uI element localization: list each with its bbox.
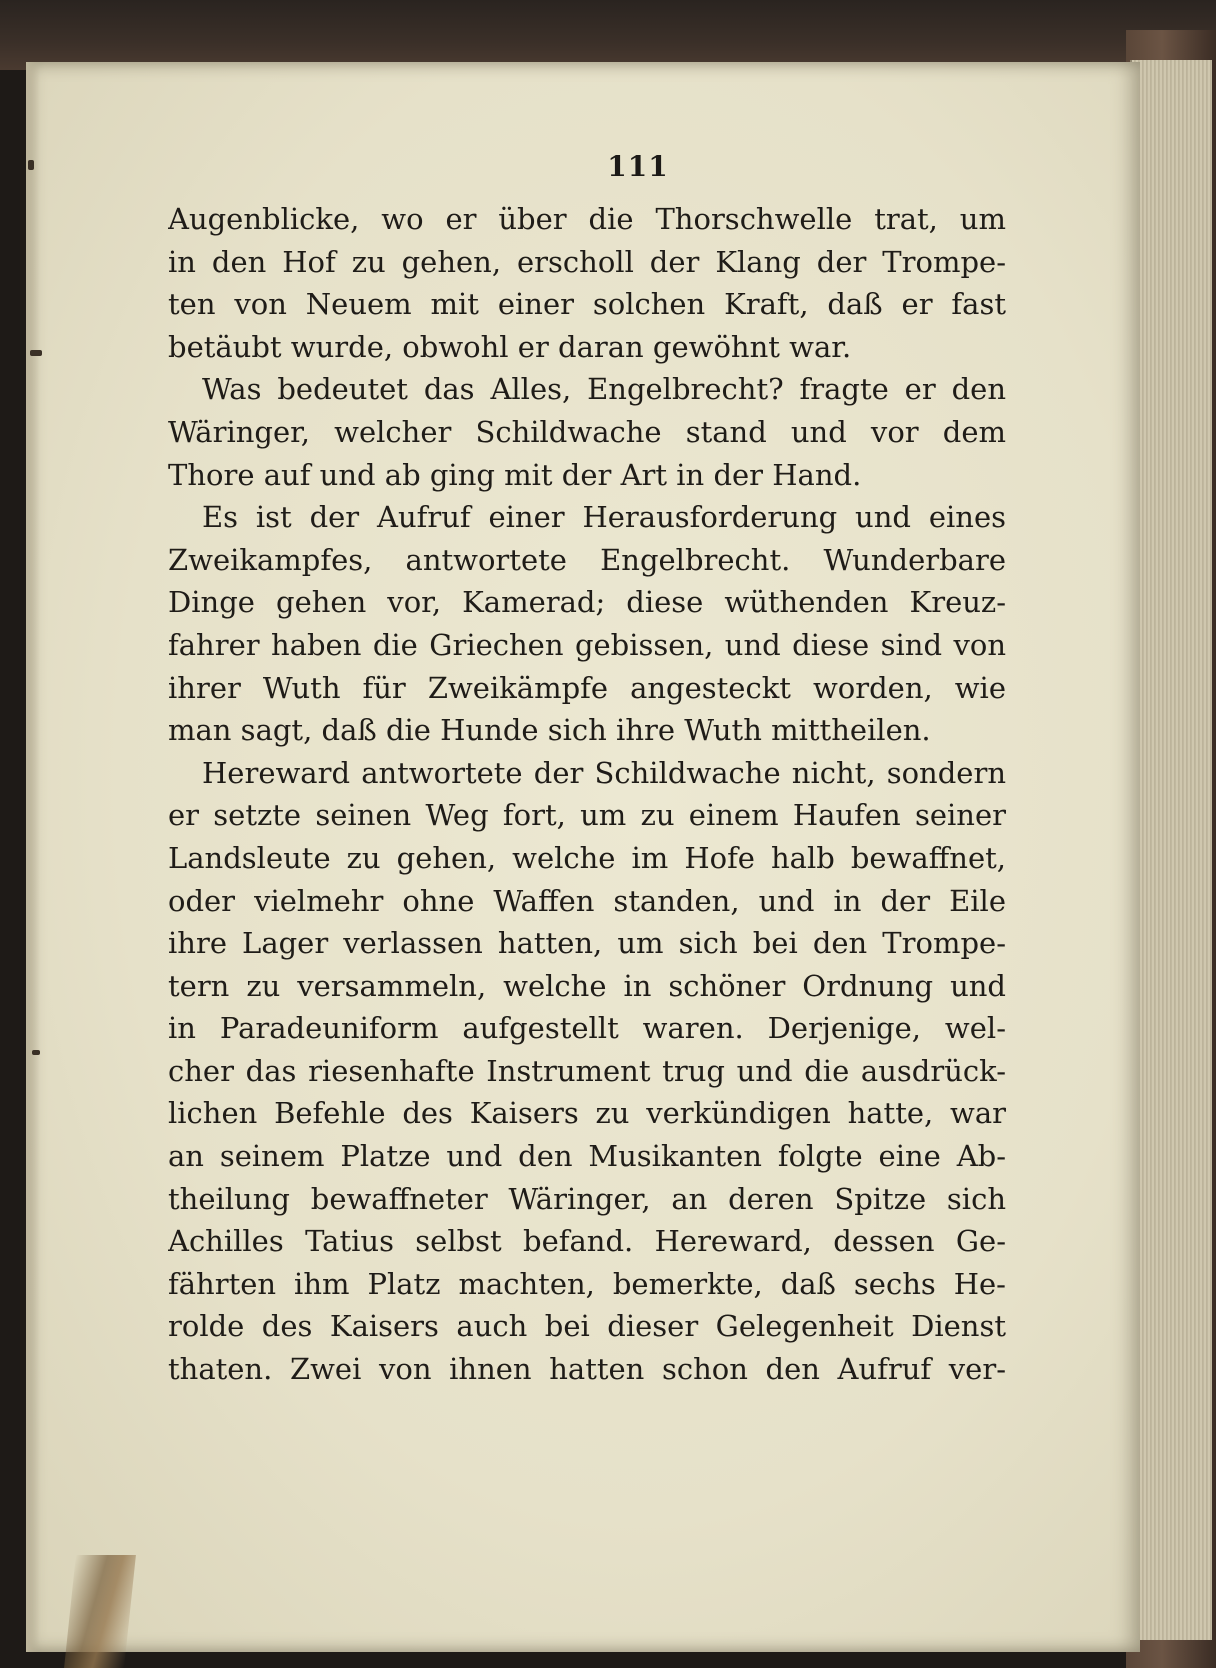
text-line: Was bedeutet das Alles, Engelbrecht? fragte er den (202, 372, 1006, 407)
text-line: in den Hof zu gehen, erscholl der Klang der Trompe- (168, 244, 1006, 279)
text-line: thaten. Zwei von ihnen hatten schon den Aufruf ver- (168, 1352, 1006, 1387)
text-line: an seinem Platze und den Musikanten folgte eine Ab- (168, 1139, 1006, 1174)
text-line: Zweikampfes, antwortete Engelbrecht. Wunderbare (168, 542, 1006, 577)
text-line: man sagt, daß die Hunde sich ihre Wuth mittheilen. (168, 713, 931, 748)
text-line: Es ist der Aufruf einer Herausforderung und eines (202, 500, 1006, 535)
book-cover-top (0, 0, 1216, 70)
text-line: Augenblicke, wo er über die Thorschwelle trat, um (168, 202, 1006, 236)
text-line: Achilles Tatius selbst befand. Hereward, dessen Ge- (168, 1224, 1006, 1259)
bookmark-string (64, 1555, 136, 1668)
text-line: lichen Befehle des Kaisers zu verkündigen hatte, war (168, 1096, 1006, 1131)
text-line: er setzte seinen Weg fort, um zu einem Haufen seiner (168, 798, 1006, 833)
page-gutter (26, 62, 40, 1652)
text-line: betäubt wurde, obwohl er daran gewöhnt war. (168, 329, 852, 364)
text-line: cher das riesenhafte Instrument trug und die ausdrück- (168, 1053, 1006, 1088)
text-line: rolde des Kaisers auch bei dieser Gelegenheit Dienst (168, 1309, 1006, 1344)
text-line: Dinge gehen vor, Kamerad; diese wüthenden Kreuz- (168, 585, 1006, 620)
text-line: in Paradeuniform aufgestellt waren. Derjenige, wel- (168, 1011, 1006, 1046)
text-line: Landsleute zu gehen, welche im Hofe halb bewaffnet, (168, 840, 1006, 875)
text-line: ten von Neuem mit einer solchen Kraft, daß er fast (168, 287, 1006, 322)
text-line: fährten ihm Platz machten, bemerkte, daß sechs He- (168, 1266, 1006, 1301)
text-line: oder vielmehr ohne Waffen standen, und in der Eile (168, 883, 1006, 918)
text-line: theilung bewaffneter Wäringer, an deren Spitze sich (168, 1181, 1006, 1216)
text-line: ihrer Wuth für Zweikämpfe angesteckt worden, wie (168, 670, 1006, 705)
margin-mark (30, 350, 42, 356)
body-text (168, 198, 1006, 1391)
text-line: Wäringer, welcher Schildwache stand und vor dem (168, 414, 1006, 449)
text-line: fahrer haben die Griechen gebissen, und diese sind von (168, 627, 1006, 662)
page-edges (1130, 60, 1212, 1640)
text-line: ihre Lager verlassen hatten, um sich bei den Trompe- (168, 926, 1006, 961)
page-number: 111 (607, 150, 669, 183)
margin-mark (32, 1050, 40, 1055)
text-line: Thore auf und ab ging mit der Art in der Hand. (168, 457, 862, 492)
text-line: Hereward antwortete der Schildwache nicht, sondern (202, 755, 1006, 790)
text-line: tern zu versammeln, welche in schöner Ordnung und (168, 968, 1006, 1003)
